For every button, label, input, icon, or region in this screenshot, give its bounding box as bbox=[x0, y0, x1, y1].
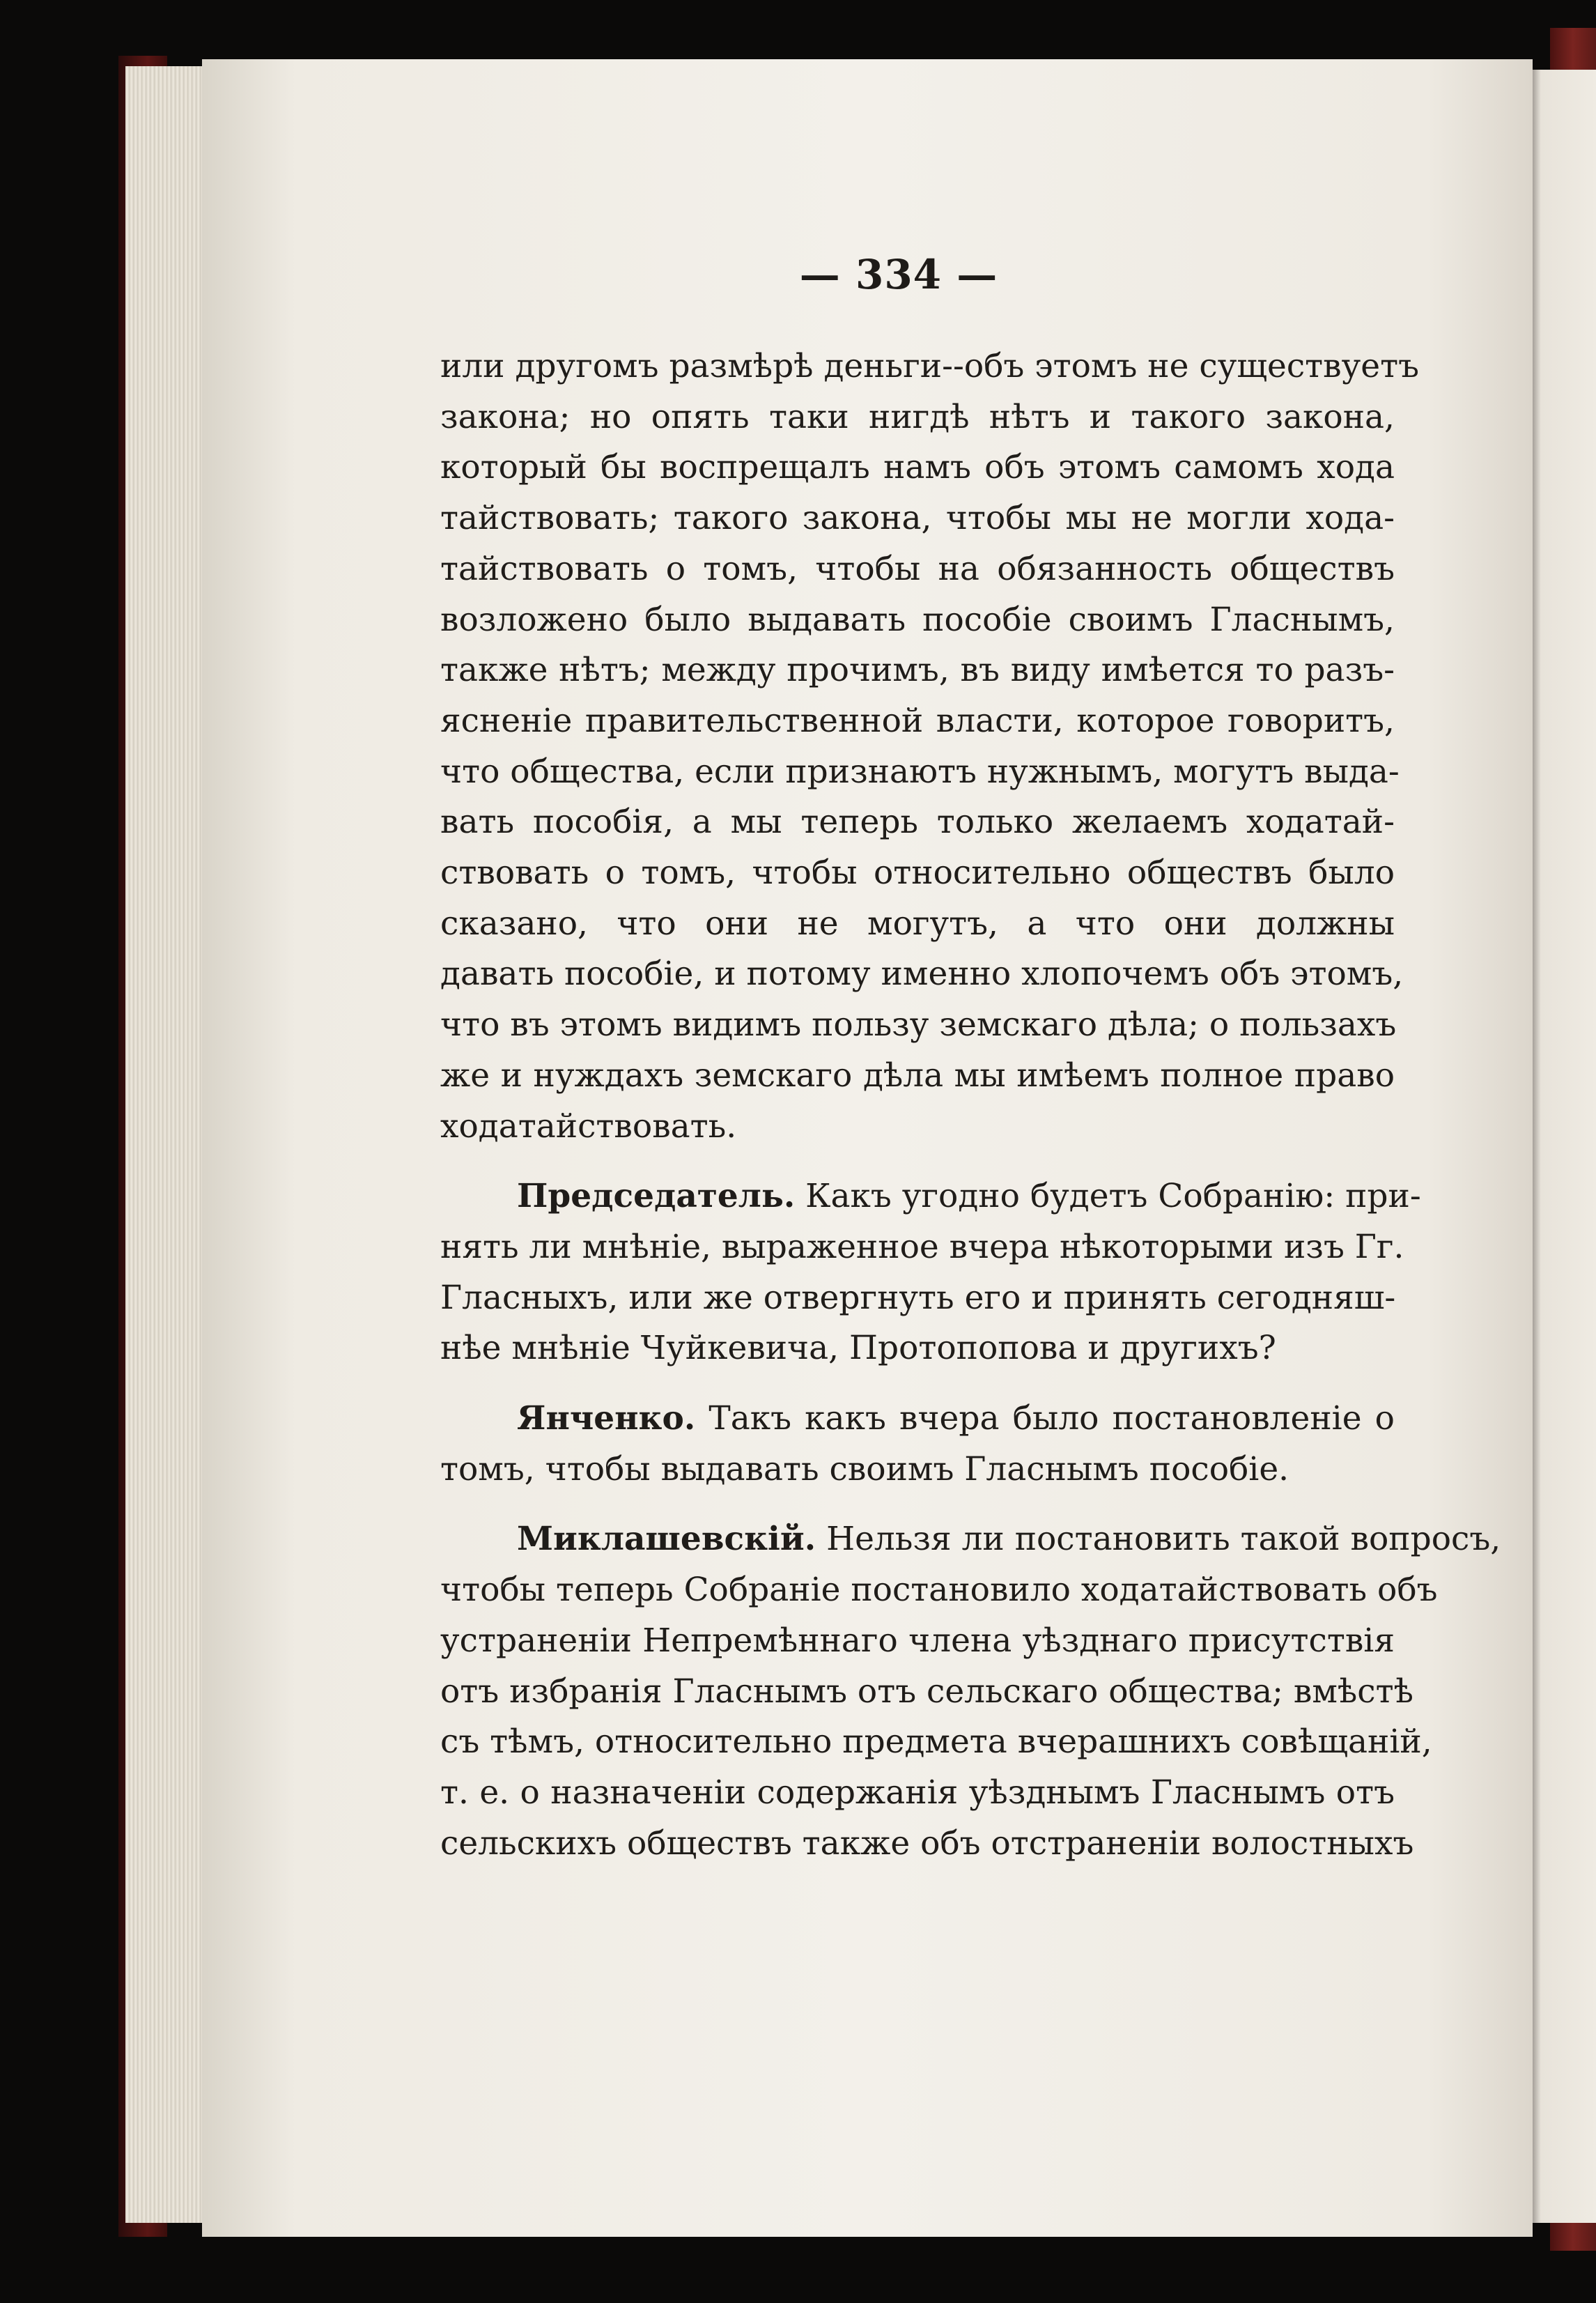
text-line: тайствовать; такого закона, чтобы мы не могли хода- bbox=[440, 499, 1395, 538]
paragraph-continuation bbox=[440, 341, 1420, 1152]
paragraph-chairman bbox=[440, 1171, 1421, 1374]
text-line: давать пособіе, и потому именно хлопочемъ объ этомъ, bbox=[440, 955, 1404, 994]
text-line: т. е. о назначеніи содержанія уѣзднымъ Гласнымъ отъ bbox=[440, 1773, 1395, 1812]
line-text: Какъ угодно будетъ Собранію: при- bbox=[805, 1177, 1421, 1216]
text-line: сельскихъ обществъ также объ отстраненіи волостныхъ bbox=[440, 1824, 1414, 1863]
page-number: — 334 — bbox=[799, 251, 998, 298]
text-line: съ тѣмъ, относительно предмета вчерашнихъ совѣщаній, bbox=[440, 1723, 1432, 1762]
page-text bbox=[440, 341, 1501, 1869]
speaker-name: Янченко. bbox=[517, 1399, 696, 1438]
text-line: чтобы теперь Собраніе постановило ходатайствовать объ bbox=[440, 1571, 1438, 1610]
paragraph-yanchenko bbox=[440, 1394, 1395, 1495]
text-line: что общества, если признаютъ нужнымъ, могутъ выда- bbox=[440, 752, 1400, 791]
text-line: ходатайствовать. bbox=[440, 1107, 737, 1146]
text-line: отъ избранія Гласнымъ отъ сельскаго общества; вмѣстѣ bbox=[440, 1672, 1413, 1711]
text-line: вать пособія, а мы теперь только желаемъ ходатай- bbox=[440, 803, 1395, 842]
text-line: ствовать о томъ, чтобы относительно обществъ было bbox=[440, 854, 1395, 893]
text-line: закона; но опять таки нигдѣ нѣтъ и такого закона, bbox=[440, 397, 1395, 436]
text-line: или другомъ размѣрѣ деньги--объ этомъ не существуетъ bbox=[440, 347, 1420, 385]
text-line: Гласныхъ, или же отвергнуть его и принять сегодняш- bbox=[440, 1278, 1396, 1317]
text-line: также нѣтъ; между прочимъ, въ виду имѣется то разъ- bbox=[440, 651, 1395, 690]
text-line: же и нуждахъ земскаго дѣла мы имѣемъ полное право bbox=[440, 1056, 1395, 1095]
text-line bbox=[440, 1171, 1421, 1222]
line-text: Нельзя ли постановить такой вопросъ, bbox=[826, 1520, 1501, 1559]
text-line: сказано, что они не могутъ, а что они должны bbox=[440, 904, 1395, 943]
speaker-name: Миклашевскій. bbox=[517, 1520, 816, 1559]
speaker-name: Председатель. bbox=[517, 1177, 796, 1216]
text-line: нять ли мнѣніе, выраженное вчера нѣкоторыми изъ Гг. bbox=[440, 1227, 1404, 1266]
text-line bbox=[440, 1514, 1501, 1565]
text-line: тайствовать о томъ, чтобы на обязанность обществъ bbox=[440, 549, 1395, 588]
text-line: томъ, чтобы выдавать своимъ Гласнымъ пособіе. bbox=[440, 1449, 1289, 1488]
line-text: Такъ какъ вчера было постановленіе о bbox=[708, 1399, 1395, 1438]
text-line: который бы воспрещалъ намъ объ этомъ самомъ хода bbox=[440, 448, 1395, 487]
text-line: ясненіе правительственной власти, которое говоритъ, bbox=[440, 701, 1395, 740]
text-line: устраненіи Непремѣннаго члена уѣзднаго присутствія bbox=[440, 1621, 1395, 1660]
text-line: нѣе мнѣніе Чуйкевича, Протопопова и другихъ? bbox=[440, 1329, 1276, 1368]
text-line bbox=[440, 1394, 1395, 1445]
text-line: что въ этомъ видимъ пользу земскаго дѣла; о пользахъ bbox=[440, 1006, 1397, 1045]
paragraph-miklashevsky bbox=[440, 1514, 1501, 1869]
text-line: возложено было выдавать пособіе своимъ Гласнымъ, bbox=[440, 600, 1395, 639]
